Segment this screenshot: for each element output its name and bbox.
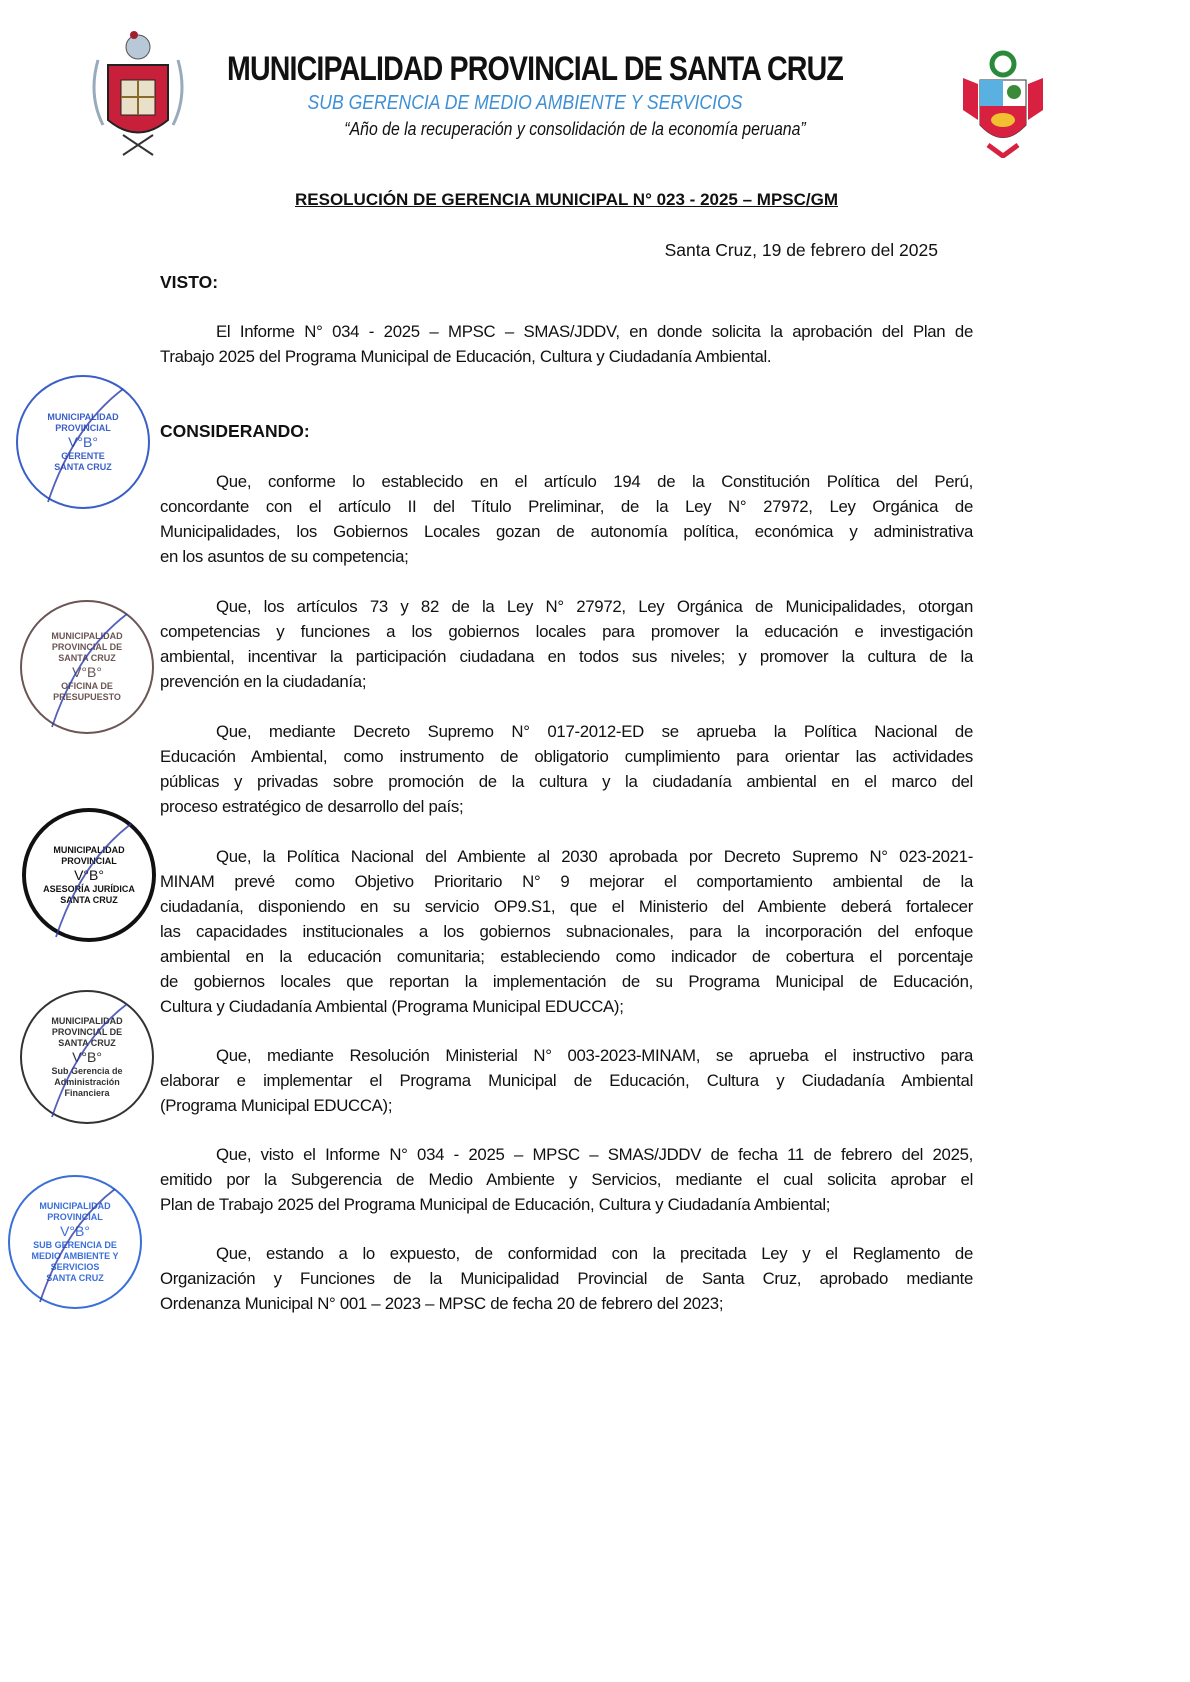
stamp-ring-text: MUNICIPALIDAD PROVINCIAL <box>39 1200 111 1222</box>
paragraph-line: competencias y funciones a los gobiernos locales para promover la educación e investigación <box>160 622 973 641</box>
paragraph-line: ambiental en la educación comunitaria; estableciendo como indicador de cobertura el porcentaje <box>160 947 973 966</box>
paragraph-line: MINAM prevé como Objetivo Prioritario N° 9 mejorar el comportamiento ambiental de la <box>160 872 973 891</box>
stamp-center-text: V°B° <box>72 664 102 680</box>
paragraph-line: Que, la Política Nacional del Ambiente al 2030 aprobada por Decreto Supremo N° 023-2021- <box>216 847 973 866</box>
paragraph-line: emitido por la Subgerencia de Medio Ambiente y Servicios, mediante el cual solicita aprobar el <box>160 1170 973 1189</box>
paragraph-line: en los asuntos de su competencia; <box>160 547 409 566</box>
paragraph-line: prevención en la ciudadanía; <box>160 672 367 691</box>
paragraph-line: ciudadanía, disponiendo en su servicio OP9.S1, que el Ministerio del Ambiente deberá fortalecer <box>160 897 973 916</box>
paragraph-line: Que, conforme lo establecido en el artículo 194 de la Constitución Política del Perú, <box>216 472 973 491</box>
paragraph-line: las capacidades institucionales a los gobiernos subnacionales, para la incorporación del enfoque <box>160 922 973 941</box>
approval-stamp <box>20 990 154 1124</box>
department-subtitle: SUB GERENCIA DE MEDIO AMBIENTE Y SERVICIOS <box>307 92 743 114</box>
paragraph-line: Cultura y Ciudadanía Ambiental (Programa Municipal EDUCCA); <box>160 997 624 1016</box>
stamp-role-text: ASESORÍA JURÍDICA <box>43 883 135 894</box>
paragraph-line: (Programa Municipal EDUCCA); <box>160 1096 393 1115</box>
stamp-ring-text: MUNICIPALIDAD PROVINCIAL DE SANTA CRUZ <box>51 631 123 663</box>
paragraph-line: concordante con el artículo II del Título Preliminar, de la Ley N° 27972, Ley Orgánica de <box>160 497 973 516</box>
paragraph-line: Municipalidades, los Gobiernos Locales gozan de autonomía política, económica y administrativa <box>160 522 973 541</box>
peru-national-coat-of-arms-logo <box>958 50 1048 158</box>
stamp-center-text: V°B° <box>60 1222 90 1239</box>
stamp-ring-text: MUNICIPALIDAD PROVINCIAL DE SANTA CRUZ <box>51 1015 123 1048</box>
approval-stamp <box>20 600 154 734</box>
considerando-paragraph <box>160 1241 973 1316</box>
paragraph-line: Organización y Funciones de la Municipalidad Provincial de Santa Cruz, aprobado mediante <box>160 1269 973 1288</box>
document-date: Santa Cruz, 19 de febrero del 2025 <box>664 240 938 260</box>
paragraph-line: Trabajo 2025 del Programa Municipal de Educación, Cultura y Ciudadanía Ambiental. <box>160 347 772 366</box>
stamp-center-text: V°B° <box>74 866 104 883</box>
considerando-paragraph <box>160 594 973 694</box>
municipal-coat-of-arms-logo <box>88 25 188 160</box>
paragraph-line: públicas y privadas sobre promoción de la cultura y la ciudadanía ambiental en el marco del <box>160 772 973 791</box>
considerando-heading: CONSIDERANDO: <box>160 421 310 441</box>
approval-stamp <box>16 375 150 509</box>
stamp-bottom-text: SANTA CRUZ <box>60 894 118 905</box>
stamp-role-text: Sub Gerencia de Administración Financiera <box>51 1065 123 1098</box>
resolution-title <box>160 190 973 210</box>
stamp-role-text: GERENTE <box>61 450 105 461</box>
paragraph-line: Educación Ambiental, como instrumento de obligatorio cumplimiento para orientar las actividades <box>160 747 973 766</box>
paragraph-line: El Informe N° 034 - 2025 – MPSC – SMAS/JDDV, en donde solicita la aprobación del Plan de <box>216 322 973 341</box>
paragraph-line: Ordenanza Municipal N° 001 – 2023 – MPSC de fecha 20 de febrero del 2023; <box>160 1294 724 1313</box>
approval-stamp <box>8 1175 142 1309</box>
considerando-paragraph <box>160 1043 973 1118</box>
paragraph-line: ambiental, incentivar la participación ciudadana en todos sus niveles; y promover la cultura de la <box>160 647 973 666</box>
considerando-paragraph <box>160 1142 973 1217</box>
approval-stamp <box>22 808 156 942</box>
paragraph-line: de gobiernos locales que reportan la implementación de su Programa Municipal de Educación, <box>160 972 973 991</box>
visto-heading: VISTO: <box>160 272 219 292</box>
paragraph-line: elaborar e implementar el Programa Municipal de Educación, Cultura y Ciudadanía Ambiental <box>160 1071 973 1090</box>
paragraph-line: Que, mediante Resolución Ministerial N° 003-2023-MINAM, se aprueba el instructivo para <box>216 1046 973 1065</box>
resolution-title-text: RESOLUCIÓN DE GERENCIA MUNICIPAL N° 023 - 2025 – MPSC/GM <box>294 190 839 209</box>
considerando-paragraph <box>160 469 973 569</box>
stamp-ring-text: MUNICIPALIDAD PROVINCIAL <box>47 411 119 433</box>
stamp-role-text: SUB GERENCIA DE MEDIO AMBIENTE Y SERVICIOS <box>31 1239 119 1272</box>
paragraph-line: Que, mediante Decreto Supremo N° 017-2012-ED se aprueba la Política Nacional de <box>216 722 973 741</box>
municipality-title: MUNICIPALIDAD PROVINCIAL DE SANTA CRUZ <box>227 50 843 88</box>
paragraph-line: Que, visto el Informe N° 034 - 2025 – MPSC – SMAS/JDDV de fecha 11 de febrero del 2025, <box>216 1145 973 1164</box>
paragraph-line: Plan de Trabajo 2025 del Programa Municipal de Educación, Cultura y Ciudadanía Ambiental; <box>160 1195 831 1214</box>
paragraph-line: Que, estando a lo expuesto, de conformidad con la precitada Ley y el Reglamento de <box>216 1244 973 1263</box>
stamp-bottom-text: SANTA CRUZ <box>54 461 112 472</box>
paragraph-line: Que, los artículos 73 y 82 de la Ley N° 27972, Ley Orgánica de Municipalidades, otorgan <box>216 597 973 616</box>
stamp-ring-text: MUNICIPALIDAD PROVINCIAL <box>53 844 125 866</box>
year-motto: “Año de la recuperación y consolidación de la economía peruana” <box>344 119 806 139</box>
stamp-center-text: V°B° <box>72 1048 102 1065</box>
stamp-bottom-text: SANTA CRUZ <box>46 1272 104 1283</box>
stamp-bottom-text: OFICINA DE PRESUPUESTO <box>53 681 121 702</box>
visto-paragraph <box>160 319 973 369</box>
considerando-paragraph <box>160 844 973 1019</box>
stamp-center-text: V°B° <box>68 433 98 450</box>
considerando-paragraph <box>160 719 973 819</box>
paragraph-line: proceso estratégico de desarrollo del país; <box>160 797 464 816</box>
